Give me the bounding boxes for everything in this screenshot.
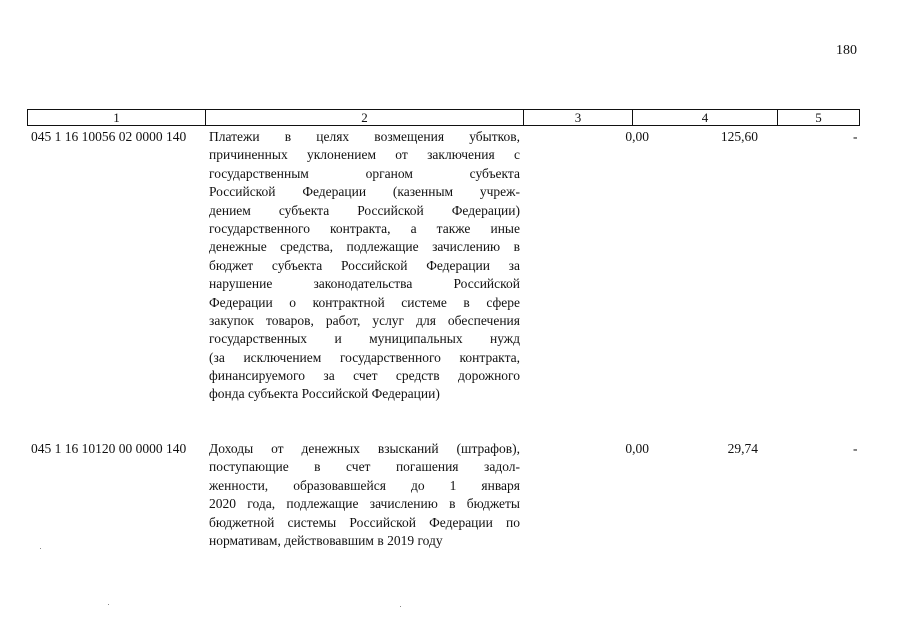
description-line: денежные средства, подлежащие зачислению в xyxy=(209,239,520,255)
description-line: закупок товаров, работ, услуг для обеспечения xyxy=(209,312,520,328)
header-cell-4: 4 xyxy=(633,110,778,125)
scan-speck xyxy=(108,604,109,605)
col3-value: 0,00 xyxy=(625,441,649,456)
description-line: Федерации о контрактной системе в сфере xyxy=(209,294,520,310)
description-line: нормативам, действовавшим в 2019 году xyxy=(209,532,443,548)
page-number: 180 xyxy=(836,43,857,58)
header-cell-5: 5 xyxy=(815,110,822,125)
col5-value: - xyxy=(853,441,858,456)
description-line: женности, образовавшейся до 1 января xyxy=(209,477,520,493)
header-cell-1: 1 xyxy=(28,110,206,125)
description-line: государственным органом субъекта xyxy=(209,165,520,181)
scan-speck xyxy=(40,548,41,549)
description-line: (за исключением государственного контракта, xyxy=(209,349,520,365)
col3-value: 0,00 xyxy=(625,129,649,144)
row-description xyxy=(209,128,520,404)
col4-value: 29,74 xyxy=(727,441,758,456)
description-line: бюджетной системы Российской Федерации по xyxy=(209,514,520,530)
description-line: Российской Федерации (казенным учреж- xyxy=(209,184,520,200)
description-line: причиненных уклонением от заключения с xyxy=(209,147,520,163)
description-line: бюджет субъекта Российской Федерации за xyxy=(209,257,520,273)
description-line: государственных и муниципальных нужд xyxy=(209,331,520,347)
description-line: 2020 года, подлежащие зачислению в бюджеты xyxy=(209,496,520,512)
scan-speck xyxy=(400,606,401,607)
description-line: нарушение законодательства Российской xyxy=(209,276,520,292)
col4-value: 125,60 xyxy=(720,129,758,144)
description-line: государственного контракта, а также иные xyxy=(209,220,520,236)
budget-code: 045 1 16 10056 02 0000 140 xyxy=(31,129,187,144)
description-line: дением субъекта Российской Федерации) xyxy=(209,202,520,218)
description-line: фонда субъекта Российской Федерации) xyxy=(209,386,440,402)
description-line: финансируемого за счет средств дорожного xyxy=(209,368,520,384)
table-header-row xyxy=(27,109,860,126)
header-cell-3: 3 xyxy=(524,110,633,125)
description-line: Платежи в целях возмещения убытков, xyxy=(209,129,520,144)
budget-code: 045 1 16 10120 00 0000 140 xyxy=(31,441,187,456)
description-line: Доходы от денежных взысканий (штрафов), xyxy=(209,441,520,456)
header-cell-2: 2 xyxy=(206,110,524,125)
row-description xyxy=(209,440,520,550)
col5-value: - xyxy=(853,129,858,144)
description-line: поступающие в счет погашения задол- xyxy=(209,459,520,475)
